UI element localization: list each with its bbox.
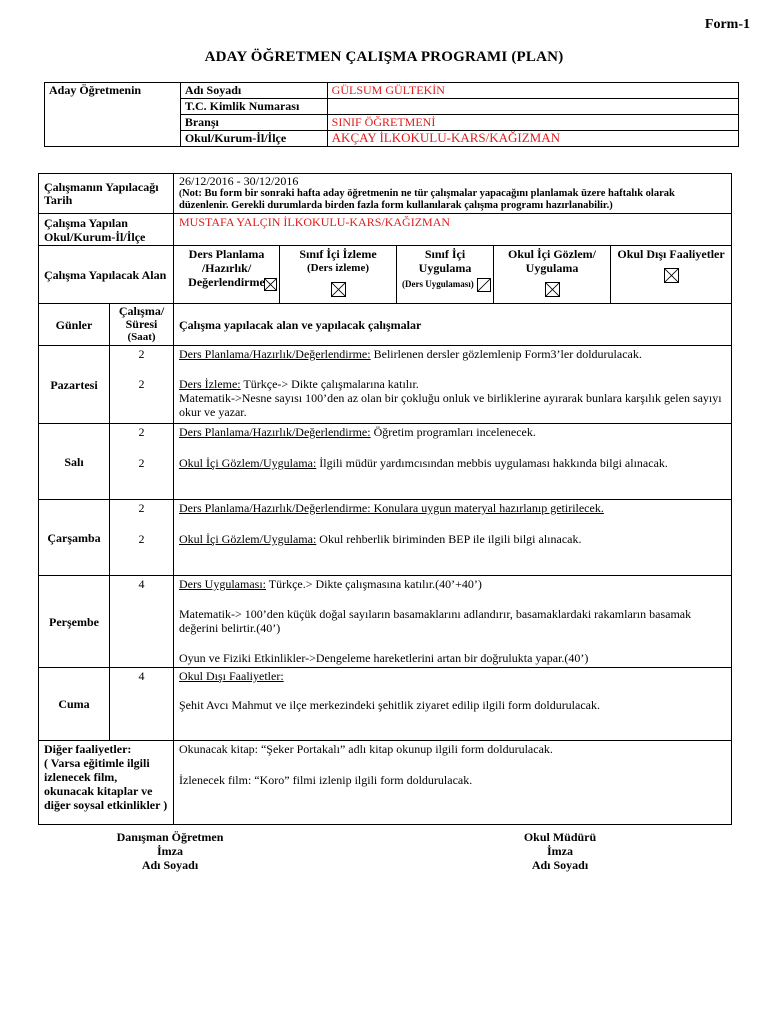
- table-row: [39, 500, 732, 576]
- candidate-info-table: [44, 82, 739, 147]
- area-label: Çalışma Yapılacak Alan: [39, 246, 174, 304]
- school-row: [39, 214, 732, 246]
- table-row: [39, 576, 732, 668]
- area-monitoring: Sınıf İçi İzleme: [299, 247, 377, 261]
- info-group-label: Aday Öğretmenin: [45, 83, 181, 147]
- info-value-name: GÜLSUM GÜLTEKİN: [327, 83, 738, 99]
- area-outside-activities: Okul Dışı Faaliyetler: [617, 247, 725, 261]
- area-practice: Sınıf İçi Uygulama: [418, 247, 472, 275]
- hours-friday: 4: [110, 668, 174, 741]
- signature-advisor: [95, 830, 245, 872]
- info-label-tc: T.C. Kimlik Numarası: [180, 99, 327, 115]
- col-duration: Çalışma/ Süresi: [118, 304, 165, 331]
- info-label-name: Adı Soyadı: [180, 83, 327, 99]
- tuesday-entry-2: İlgili müdür yardımcısından mebbis uygulaması hakkında bilgi alınacak.: [316, 456, 668, 470]
- hours-wednesday-1: 2: [138, 501, 145, 515]
- area-monitoring-sub: (Ders izleme): [307, 262, 369, 274]
- other-activities-row: [39, 741, 732, 825]
- school-value: MUSTAFA YALÇIN İLKOKULU-KARS/KAĞIZMAN: [174, 214, 732, 246]
- wednesday-entry-2: Okul rehberlik biriminden BEP ile ilgili bilgi alınacak.: [316, 532, 582, 546]
- tuesday-entry-1-area: Ders Planlama/Hazırlık/Değerlendirme:: [179, 425, 371, 439]
- other-activity-book: Okunacak kitap: “Şeker Portakalı” adlı kitap okunup ilgili form doldurulacak.: [179, 742, 553, 756]
- day-wednesday: Çarşamba: [39, 500, 110, 576]
- day-tuesday: Salı: [39, 424, 110, 500]
- monday-entry-2: Türkçe-> Dikte çalışmalarına katılır.: [240, 377, 419, 391]
- info-label-branch: Branşı: [180, 115, 327, 131]
- checkbox-observation-icon[interactable]: [545, 282, 560, 297]
- form-code: Form-1: [704, 17, 750, 32]
- col-days: Günler: [39, 304, 110, 346]
- other-activities-sub: ( Varsa eğitimle ilgili izlenecek film, okunacak kitaplar ve diğer soysal etkinlikler ): [44, 756, 168, 812]
- thursday-entry-1-area: Ders Uygulaması:: [179, 577, 266, 591]
- signature-principal: [490, 830, 630, 872]
- info-row-name: [45, 83, 739, 99]
- date-note: Not: Bu form bir sonraki hafta aday öğretmenin ne tür çalışmalar yapacağını planlamak üzere haftalık olarak düzenlenir. Gerekli durumlarda birden fazla form kullanılarak çalışma programı hazırlanabilir.): [179, 188, 675, 211]
- principal-name: Adı Soyadı: [531, 858, 589, 872]
- hours-wednesday-2: 2: [138, 532, 145, 546]
- advisor-role: Danışman Öğretmen: [116, 830, 224, 844]
- hours-tuesday-1: 2: [138, 425, 145, 439]
- school-label: Çalışma Yapılan Okul/Kurum-İl/İlçe: [39, 214, 174, 246]
- checkbox-outside-icon[interactable]: [664, 268, 679, 283]
- thursday-entry-2: Matematik-> 100’den küçük doğal sayıların basamaklarını adlandırır, basamaklardaki rakamların basamak değerini belirtir.(40’): [179, 607, 692, 635]
- principal-role: Okul Müdürü: [523, 830, 597, 844]
- day-thursday: Perşembe: [39, 576, 110, 668]
- page-title: ADAY ÖĞRETMEN ÇALIŞMA PROGRAMI (PLAN): [204, 49, 564, 65]
- friday-entry-1: Okul Dışı Faaliyetler:: [179, 669, 284, 683]
- advisor-sign: İmza: [157, 844, 183, 858]
- hours-monday-2: 2: [138, 377, 145, 391]
- monday-entry-1-area: Ders Planlama/Hazırlık/Değerlendirme:: [179, 347, 371, 361]
- info-label-school: Okul/Kurum-İl/İlçe: [180, 131, 327, 147]
- thursday-entry-1: Türkçe.> Dikte çalışmasına katılır.(40’+40’): [265, 577, 482, 591]
- advisor-name: Adı Soyadı: [141, 858, 199, 872]
- tuesday-entry-1: Öğretim programları incelenecek.: [370, 425, 536, 439]
- col-work: Çalışma yapılacak alan ve yapılacak çalışmalar: [174, 304, 732, 346]
- tuesday-entry-2-area: Okul İçi Gözlem/Uygulama:: [179, 456, 317, 470]
- table-row: [39, 424, 732, 500]
- info-value-tc: [327, 99, 738, 115]
- friday-entry-2: Şehit Avcı Mahmut ve ilçe merkezindeki şehitlik ziyaret edilip ilgili form doldurulacak.: [179, 698, 600, 712]
- checkbox-monitoring-icon[interactable]: [331, 282, 346, 297]
- area-row: [39, 246, 732, 304]
- wednesday-entry-2-area: Okul İçi Gözlem/Uygulama:: [179, 532, 317, 546]
- area-school-observation: Okul İçi Gözlem/ Uygulama: [508, 247, 596, 275]
- checkbox-planning-icon[interactable]: [264, 278, 277, 291]
- info-value-branch: SINIF ÖĞRETMENİ: [327, 115, 738, 131]
- area-planning: Ders Planlama /Hazırlık/ Değerlendirme: [188, 247, 265, 289]
- day-monday: Pazartesi: [39, 346, 110, 424]
- thursday-entry-3: Oyun ve Fiziki Etkinlikler->Dengeleme hareketlerini artan bir doğrulukta yapar.(40’): [179, 651, 589, 665]
- table-row: [39, 668, 732, 741]
- other-activity-film: İzlenecek film: “Koro” filmi izlenip ilgili form doldurulacak.: [179, 773, 473, 787]
- col-duration-sub: (Saat): [127, 331, 156, 343]
- date-value: 26/12/2016 - 30/12/2016: [179, 174, 299, 188]
- wednesday-entry-1: Ders Planlama/Hazırlık/Değerlendirme: Konulara uygun materyal hazırlanıp getirilecek.: [179, 501, 604, 515]
- table-row: [39, 346, 732, 424]
- monday-entry-2-area: Ders İzleme:: [179, 377, 241, 391]
- day-friday: Cuma: [39, 668, 110, 741]
- date-label: Çalışmanın Yapılacağı Tarih: [39, 174, 174, 214]
- principal-sign: İmza: [547, 844, 573, 858]
- checkbox-practice-icon[interactable]: [477, 278, 491, 292]
- schedule-table: [38, 173, 732, 825]
- area-practice-sub: (Ders Uygulaması): [402, 279, 474, 289]
- date-row: [39, 174, 732, 214]
- note-open: (: [179, 188, 182, 198]
- column-header-row: [39, 304, 732, 346]
- monday-entry-1: Belirlenen dersler gözlemlenip Form3’ler doldurulacak.: [370, 347, 642, 361]
- hours-monday-1: 2: [138, 347, 145, 361]
- info-value-school: AKÇAY İLKOKULU-KARS/KAĞIZMAN: [327, 131, 738, 147]
- hours-tuesday-2: 2: [138, 456, 145, 470]
- hours-thursday: 4: [110, 576, 174, 668]
- other-activities-label: Diğer faaliyetler:: [44, 742, 132, 756]
- monday-entry-3: Matematik->Nesne sayısı 100’den az olan bir çokluğu onluk ve birliklerine ayırarak bunlara karşılık gelen sayıyı okur ve yazar.: [179, 391, 722, 419]
